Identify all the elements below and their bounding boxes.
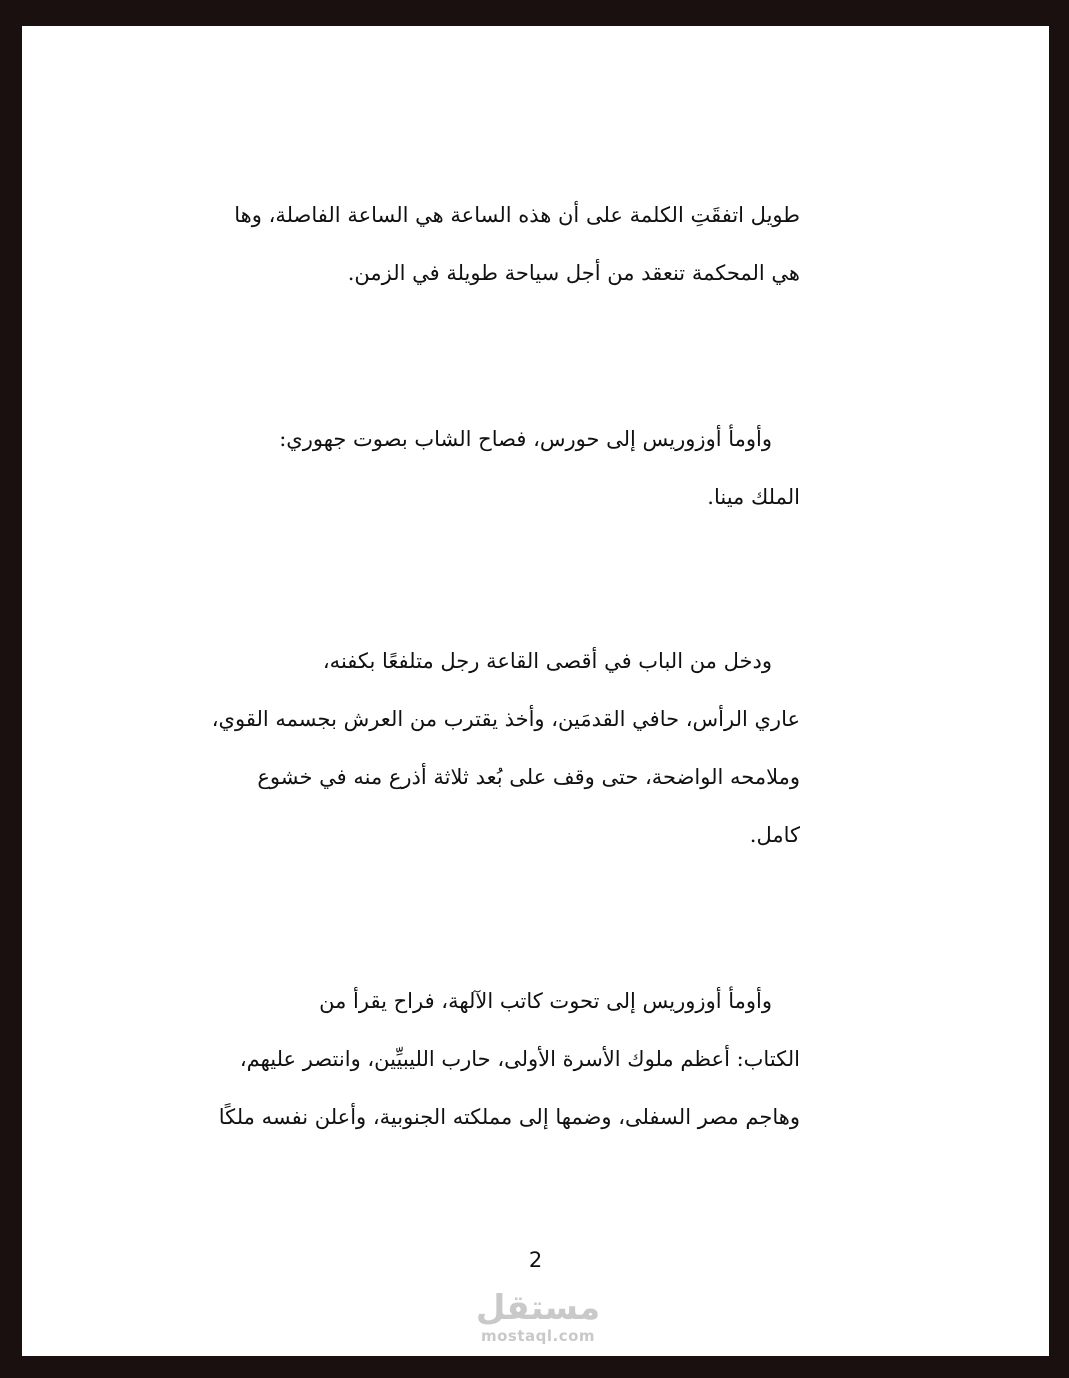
watermark-logo <box>458 1288 618 1344</box>
paragraph-line: هي المحكمة تنعقد من أجل سياحة طويلة في الزمن. <box>347 261 800 285</box>
page-number: 2 <box>528 1248 543 1272</box>
paragraph-4 <box>182 972 800 1146</box>
paragraph-line: عاري الرأس، حافي القدمَين، وأخذ يقترب من العرش بجسمه القوي، <box>211 707 800 731</box>
paragraph-line: الملك مينا. <box>707 485 800 509</box>
paragraph-line: وملامحه الواضحة، حتى وقف على بُعد ثلاثة أذرع منه في خشوع <box>257 765 800 789</box>
watermark-arabic-text: مستقل <box>475 1288 601 1328</box>
paragraph-1 <box>182 186 800 302</box>
paragraph-3 <box>182 632 800 864</box>
paragraph-line: وأومأ أوزوريس إلى تحوت كاتب الآلهة، فراح يقرأ من <box>319 989 772 1013</box>
paragraph-line: وأومأ أوزوريس إلى حورس، فصاح الشاب بصوت جهوري: <box>279 427 772 451</box>
paragraph-line: الكتاب: أعظم ملوك الأسرة الأولى، حارب الليبيِّين، وانتصر عليهم، <box>239 1047 800 1071</box>
watermark-latin-text: mostaql.com <box>480 1327 596 1345</box>
paragraph-line: طويل اتفقَتِ الكلمة على أن هذه الساعة هي الساعة الفاصلة، وها <box>234 203 800 227</box>
paragraph-line: ودخل من الباب في أقصى القاعة رجل متلفعًا بكفنه، <box>322 649 772 673</box>
paragraph-line: كامل. <box>749 823 800 847</box>
document-page <box>22 26 1049 1356</box>
paragraph-line: وهاجم مصر السفلى، وضمها إلى مملكته الجنوبية، وأعلن نفسه ملكًا <box>218 1105 800 1129</box>
paragraph-2 <box>182 410 800 526</box>
